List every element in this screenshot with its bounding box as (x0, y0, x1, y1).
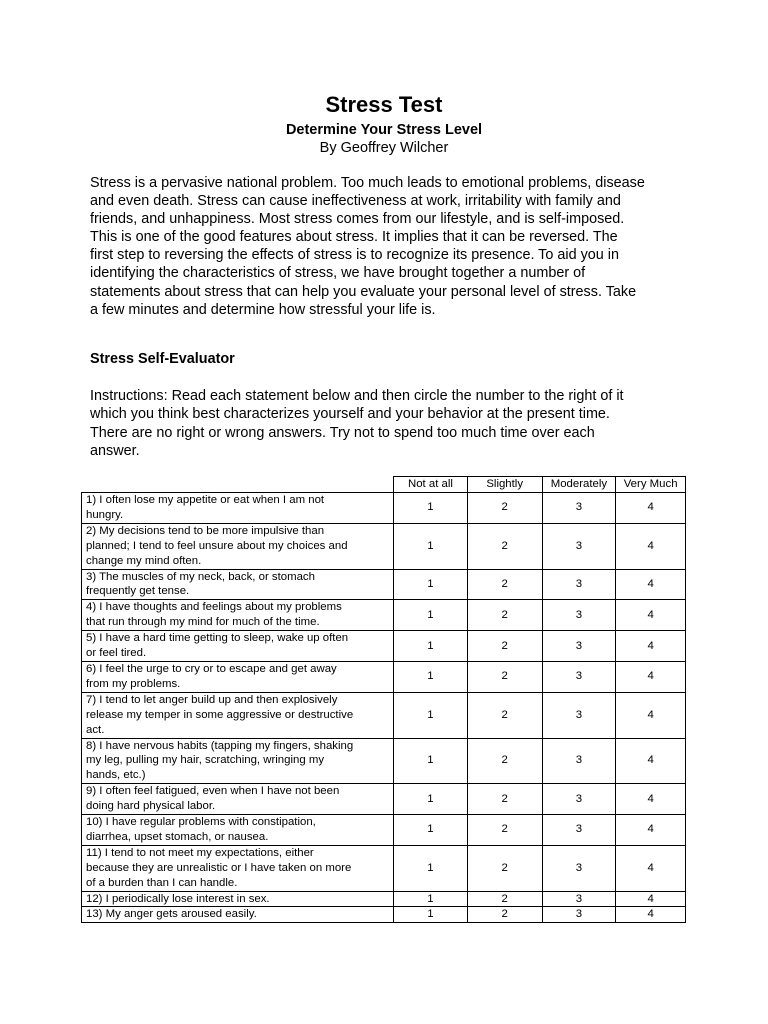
table-body (82, 493, 686, 923)
table-row (82, 891, 686, 907)
statement-line: 12) I periodically lose interest in sex. (86, 892, 270, 905)
statement-line: 11) I tend to not meet my expectations, either (86, 846, 314, 859)
table-row (82, 692, 686, 738)
statement-line: doing hard physical labor. (86, 800, 216, 813)
rating-option-2[interactable]: 2 (467, 692, 542, 738)
rating-option-3[interactable]: 3 (542, 845, 616, 891)
rating-option-4[interactable]: 4 (616, 738, 686, 784)
statement-line: 9) I often feel fatigued, even when I have not been (86, 785, 340, 798)
statement-line: act. (86, 723, 105, 736)
statement-cell (82, 493, 394, 524)
instructions-paragraph (90, 387, 680, 460)
table-header-cell: Very Much (616, 477, 686, 493)
rating-option-3[interactable]: 3 (542, 891, 616, 907)
table-header-cell: Not at all (394, 477, 468, 493)
statement-cell (82, 661, 394, 692)
table-row (82, 631, 686, 662)
statement-line: or feel tired. (86, 647, 147, 660)
statement-line: planned; I tend to feel unsure about my choices and (86, 539, 348, 552)
statement-line: 5) I have a hard time getting to sleep, wake up often (86, 632, 349, 645)
rating-option-1[interactable]: 1 (394, 845, 468, 891)
intro-line: first step to reversing the effects of stress is to recognize its presence. To aid you in (90, 247, 619, 264)
rating-option-3[interactable]: 3 (542, 784, 616, 815)
rating-option-4[interactable]: 4 (616, 523, 686, 569)
statement-line: change my mind often. (86, 554, 202, 567)
rating-option-1[interactable]: 1 (394, 569, 468, 600)
document-subtitle: Determine Your Stress Level (285, 122, 483, 138)
rating-option-2[interactable]: 2 (467, 784, 542, 815)
rating-option-4[interactable]: 4 (616, 815, 686, 846)
statement-line: 4) I have thoughts and feelings about my problems (86, 601, 342, 614)
table-header-blank (82, 477, 394, 493)
rating-option-4[interactable]: 4 (616, 845, 686, 891)
section-heading: Stress Self-Evaluator (90, 351, 235, 367)
rating-option-2[interactable]: 2 (467, 815, 542, 846)
rating-option-2[interactable]: 2 (467, 600, 542, 631)
rating-option-4[interactable]: 4 (616, 631, 686, 662)
intro-line: identifying the characteristics of stress, we have brought together a number of (90, 265, 586, 282)
table-header-cell: Slightly (467, 477, 542, 493)
rating-option-2[interactable]: 2 (467, 569, 542, 600)
rating-option-2[interactable]: 2 (467, 845, 542, 891)
rating-option-2[interactable]: 2 (467, 493, 542, 524)
rating-option-4[interactable]: 4 (616, 493, 686, 524)
rating-option-1[interactable]: 1 (394, 600, 468, 631)
table-row (82, 661, 686, 692)
table-row (82, 569, 686, 600)
statement-cell (82, 738, 394, 784)
statement-cell (82, 631, 394, 662)
statement-cell (82, 692, 394, 738)
table-row (82, 493, 686, 524)
rating-option-3[interactable]: 3 (542, 738, 616, 784)
statement-cell (82, 815, 394, 846)
rating-option-1[interactable]: 1 (394, 493, 468, 524)
rating-option-1[interactable]: 1 (394, 891, 468, 907)
statement-cell (82, 569, 394, 600)
rating-option-3[interactable]: 3 (542, 523, 616, 569)
statement-cell (82, 845, 394, 891)
rating-option-2[interactable]: 2 (467, 661, 542, 692)
statement-line: 7) I tend to let anger build up and then explosively (86, 693, 338, 706)
stress-evaluator-table (81, 476, 686, 923)
rating-option-3[interactable]: 3 (542, 661, 616, 692)
rating-option-2[interactable]: 2 (467, 738, 542, 784)
rating-option-1[interactable]: 1 (394, 523, 468, 569)
rating-option-4[interactable]: 4 (616, 891, 686, 907)
table-row (82, 600, 686, 631)
rating-option-3[interactable]: 3 (542, 631, 616, 662)
table-row (82, 907, 686, 923)
rating-option-1[interactable]: 1 (394, 631, 468, 662)
statement-line: my leg, pulling my hair, scratching, wringing my (86, 754, 325, 767)
instruction-line: answer. (90, 442, 140, 459)
statement-line: frequently get tense. (86, 585, 190, 598)
statement-line: hands, etc.) (86, 769, 146, 782)
table-row (82, 784, 686, 815)
table-header-row (82, 477, 686, 493)
statement-cell (82, 891, 394, 907)
statement-cell (82, 907, 394, 923)
instruction-line: which you think best characterizes yourself and your behavior at the present time. (90, 406, 610, 423)
intro-line: Stress is a pervasive national problem. Too much leads to emotional problems, disease (90, 175, 645, 191)
intro-line: statements about stress that can help you evaluate your personal level of stress. Take (90, 283, 637, 300)
table-row (82, 738, 686, 784)
rating-option-4[interactable]: 4 (616, 600, 686, 631)
instruction-line: Instructions: Read each statement below and then circle the number to the right of it (90, 388, 624, 404)
rating-option-1[interactable]: 1 (394, 692, 468, 738)
statement-line: 1) I often lose my appetite or eat when I am not (86, 494, 325, 506)
statement-cell (82, 784, 394, 815)
rating-option-1[interactable]: 1 (394, 661, 468, 692)
intro-line: and even death. Stress can cause ineffectiveness at work, irritability with family and (90, 193, 621, 210)
rating-option-1[interactable]: 1 (394, 907, 468, 923)
rating-option-4[interactable]: 4 (616, 907, 686, 923)
statement-line: 3) The muscles of my neck, back, or stomach (86, 570, 315, 583)
statement-line: diarrhea, upset stomach, or nausea. (86, 830, 269, 843)
rating-option-3[interactable]: 3 (542, 569, 616, 600)
statement-line: 8) I have nervous habits (tapping my fingers, shaking (86, 739, 354, 752)
table-row (82, 523, 686, 569)
intro-paragraph (90, 174, 690, 319)
rating-option-2[interactable]: 2 (467, 523, 542, 569)
statement-line: release my temper in some aggressive or destructive (86, 708, 354, 721)
rating-option-2[interactable]: 2 (467, 907, 542, 923)
statement-line: 2) My decisions tend to be more impulsive than (86, 524, 325, 537)
statement-line: of a burden than I can handle. (86, 876, 238, 889)
statement-line: 6) I feel the urge to cry or to escape and get away (86, 662, 337, 675)
rating-option-4[interactable]: 4 (616, 569, 686, 600)
rating-option-3[interactable]: 3 (542, 692, 616, 738)
rating-option-4[interactable]: 4 (616, 692, 686, 738)
table-header-cell: Moderately (542, 477, 616, 493)
table-row (82, 815, 686, 846)
rating-option-4[interactable]: 4 (616, 784, 686, 815)
statement-line: from my problems. (86, 677, 181, 690)
intro-line: a few minutes and determine how stressful your life is. (90, 301, 436, 318)
rating-option-3[interactable]: 3 (542, 493, 616, 524)
statement-line: that run through my mind for much of the time. (86, 616, 320, 629)
statement-line: 13) My anger gets aroused easily. (86, 908, 257, 921)
statement-line: 10) I have regular problems with constipation, (86, 816, 316, 829)
statement-line: hungry. (86, 508, 124, 521)
document-author: By Geoffrey Wilcher (319, 140, 449, 156)
table-row (82, 845, 686, 891)
intro-line: This is one of the good features about stress. It implies that it can be reversed. The (90, 229, 618, 246)
intro-line: friends, and unhappiness. Most stress comes from our lifestyle, and is self-imposed. (90, 211, 625, 228)
rating-option-1[interactable]: 1 (394, 815, 468, 846)
rating-option-1[interactable]: 1 (394, 738, 468, 784)
rating-option-3[interactable]: 3 (542, 907, 616, 923)
document-title: Stress Test (325, 92, 443, 117)
rating-option-4[interactable]: 4 (616, 661, 686, 692)
rating-option-3[interactable]: 3 (542, 815, 616, 846)
statement-cell (82, 523, 394, 569)
statement-line: because they are unrealistic or I have taken on more (86, 861, 352, 874)
instruction-line: There are no right or wrong answers. Try not to spend too much time over each (90, 424, 595, 441)
rating-option-1[interactable]: 1 (394, 784, 468, 815)
statement-cell (82, 600, 394, 631)
rating-option-2[interactable]: 2 (467, 891, 542, 907)
rating-option-2[interactable]: 2 (467, 631, 542, 662)
rating-option-3[interactable]: 3 (542, 600, 616, 631)
